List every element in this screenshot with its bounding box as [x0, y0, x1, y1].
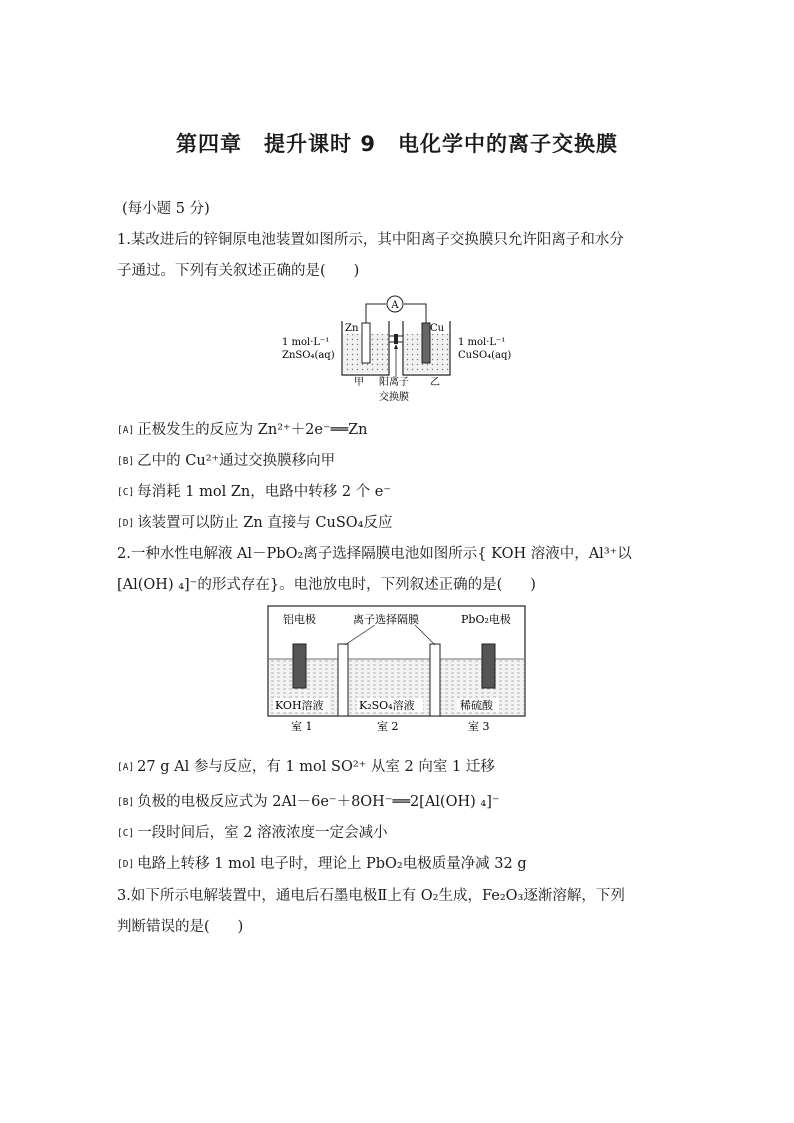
option-text: 一段时间后，室 2 溶液浓度一定会减小	[137, 825, 388, 841]
sol3-label: 稀硫酸	[460, 699, 493, 712]
q2-stem-text: [Al(OH) ₄]⁻的形式存在}。电池放电时，下列叙述正确的是(	[117, 577, 503, 593]
cu-electrode	[422, 323, 430, 363]
q3-stem-line2	[117, 915, 243, 936]
q1-stem-line2	[117, 259, 359, 280]
lesson-label: 提升课时 9	[264, 132, 376, 156]
q2-stem-line1: 2.一种水性电解液 Al－PbO₂离子选择隔膜电池如图所示{ KOH 溶液中，Al³⁺以	[117, 546, 632, 562]
option-text: 负极的电极反应式为 2Al－6e⁻＋8OH⁻══2[Al(OH) ₄]⁻	[137, 794, 500, 810]
option-text: 该装置可以防止 Zn 直接与 CuSO₄反应	[137, 515, 393, 531]
q1-stem-text: 子通过。下列有关叙述正确的是(	[117, 263, 326, 279]
chapter-label: 第四章	[176, 132, 243, 156]
left-solution-label: ZnSO₄(aq)	[282, 350, 335, 361]
option-tag: [C]	[117, 828, 135, 839]
option-text: 27 g Al 参与反应，有 1 mol SO²⁺ 从室 2 向室 1 迁移	[137, 759, 495, 775]
q2-option-d[interactable]	[117, 852, 527, 873]
zn-label: Zn	[345, 323, 359, 334]
option-tag: [D]	[117, 518, 135, 529]
zn-cu-cell-figure	[280, 287, 520, 409]
q1-option-d[interactable]	[117, 511, 392, 532]
option-tag: [C]	[117, 487, 135, 498]
option-tag: [A]	[117, 425, 135, 436]
membrane-label-2: 交换膜	[379, 392, 409, 403]
option-text: 每消耗 1 mol Zn，电路中转移 2 个 e⁻	[137, 484, 392, 500]
option-text: 电路上转移 1 mol 电子时，理论上 PbO₂电极质量净减 32 g	[137, 856, 527, 872]
al-electrode	[293, 644, 306, 688]
room1-label: 室 1	[291, 720, 313, 733]
q2-option-a[interactable]	[117, 755, 495, 776]
ammeter-label: A	[391, 300, 399, 311]
membrane-left	[338, 644, 348, 716]
option-tag: [D]	[117, 859, 135, 870]
membrane-arrow-icon	[394, 344, 398, 349]
zn-electrode	[362, 323, 370, 363]
q3-stem-line1: 3.如下所示电解装置中，通电后石墨电极Ⅱ上有 O₂生成，Fe₂O₃逐渐溶解，下列	[117, 888, 625, 904]
cu-label: Cu	[430, 323, 445, 334]
option-tag: [B]	[117, 797, 135, 808]
pbo2-electrode	[482, 644, 495, 688]
membrane-label: 离子选择隔膜	[353, 613, 419, 626]
q1-option-a[interactable]	[117, 418, 368, 439]
q1-option-c[interactable]	[117, 480, 391, 501]
room3-label: 室 3	[468, 720, 490, 733]
q2-option-c[interactable]	[117, 821, 388, 842]
q3-stem-close: )	[237, 919, 244, 935]
option-text: 乙中的 Cu²⁺通过交换膜移向甲	[137, 453, 336, 469]
sol1-label: KOH溶液	[275, 699, 324, 712]
al-electrode-label: 铝电极	[283, 613, 316, 626]
q2-stem-close: )	[530, 577, 536, 593]
sol2-label: K₂SO₄溶液	[359, 699, 415, 712]
q1-option-b[interactable]	[117, 449, 335, 470]
option-tag: [B]	[117, 456, 135, 467]
page-title	[0, 128, 794, 158]
q1-stem-line1: 1.某改进后的锌铜原电池装置如图所示，其中阳离子交换膜只允许阳离子和水分	[117, 232, 624, 248]
topic-label: 电化学中的离子交换膜	[397, 132, 618, 156]
q3-stem-text: 判断错误的是(	[117, 919, 210, 935]
room2-label: 室 2	[377, 720, 399, 733]
right-conc-label: 1 mol·L⁻¹	[458, 337, 506, 348]
option-text: 正极发生的反应为 Zn²⁺＋2e⁻══Zn	[137, 422, 368, 438]
beaker-yi-label: 乙	[430, 377, 440, 388]
instruction-text: (每小题 5 分)	[122, 201, 210, 217]
pbo2-electrode-label: PbO₂电极	[461, 613, 511, 626]
membrane-right	[430, 644, 440, 716]
q2-stem-line2	[117, 573, 536, 594]
option-tag: [A]	[117, 762, 135, 773]
q1-stem-close: )	[353, 263, 360, 279]
q2-option-b[interactable]	[117, 790, 500, 811]
membrane-label-1: 阳离子	[379, 377, 409, 388]
cation-exchange-membrane	[394, 334, 398, 344]
left-conc-label: 1 mol·L⁻¹	[282, 337, 330, 348]
al-pbo2-cell-figure	[265, 603, 528, 737]
right-solution-label: CuSO₄(aq)	[458, 350, 512, 361]
beaker-jia-label: 甲	[354, 377, 364, 388]
